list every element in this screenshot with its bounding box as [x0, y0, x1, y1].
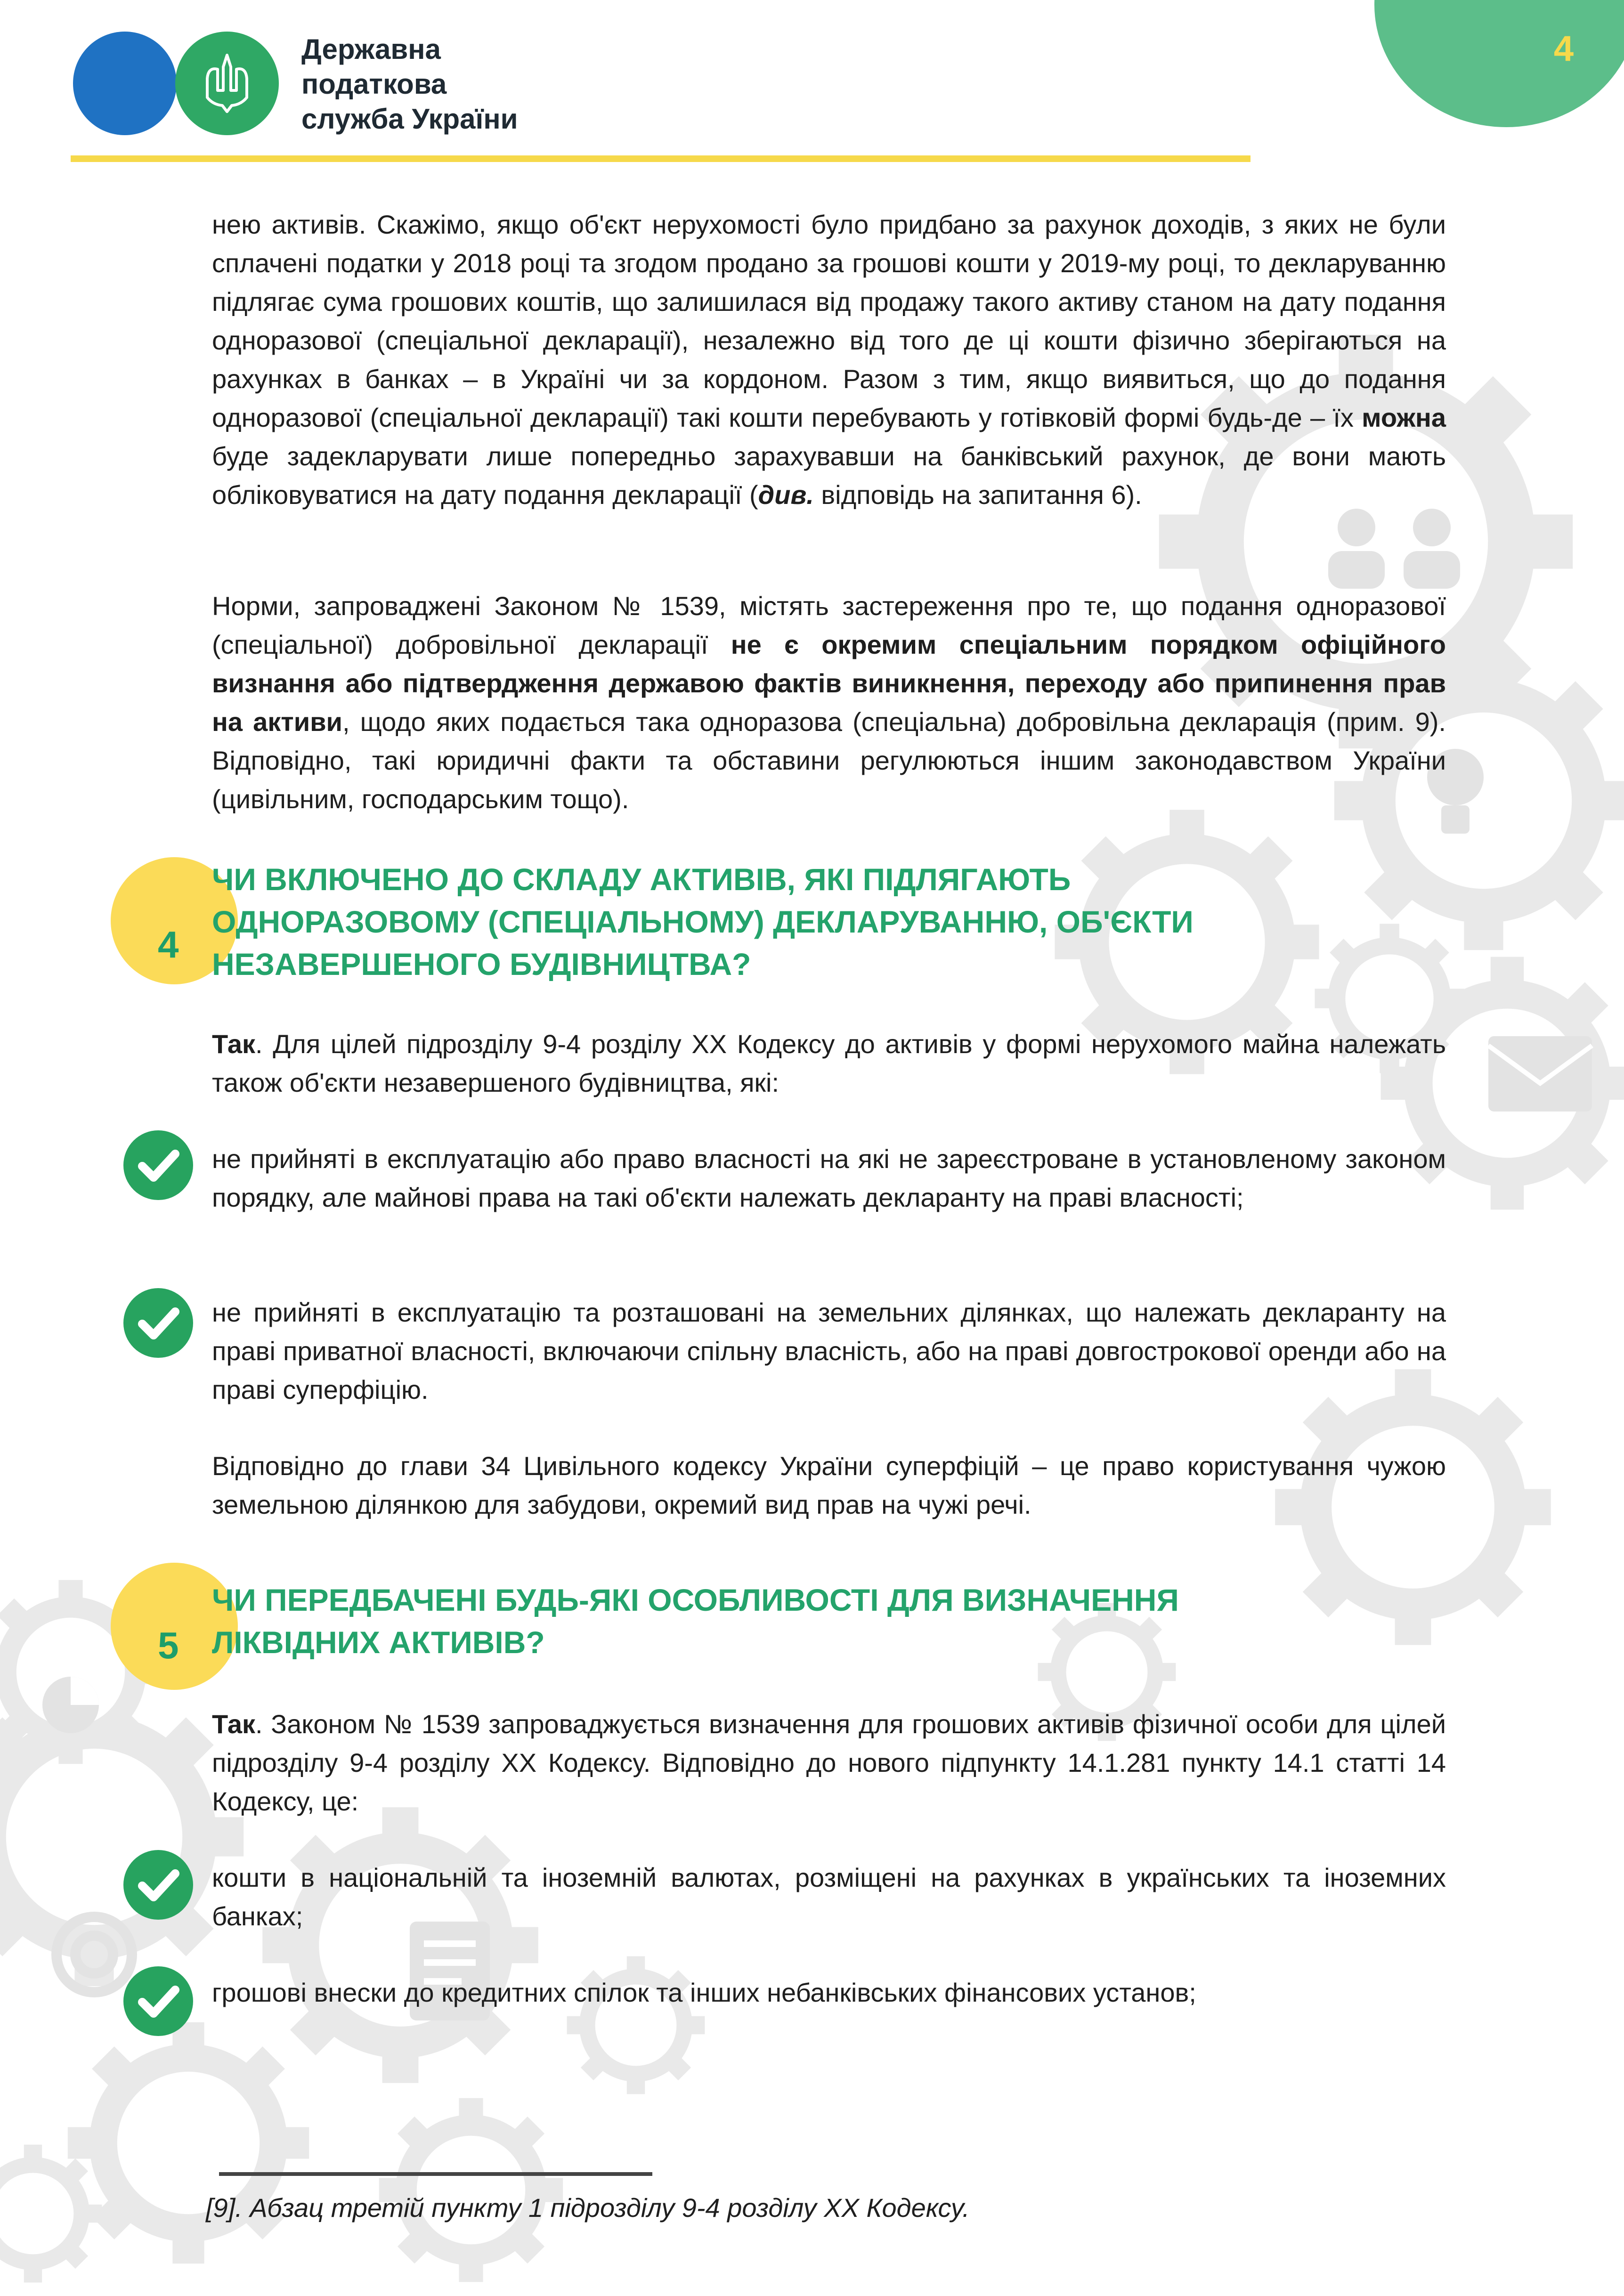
organization-name: [301, 32, 631, 137]
intro-bold-italic-dyv: див.: [758, 480, 814, 510]
question-4-number: 4: [158, 924, 179, 965]
list-item: не прийняті в експлуатацію та розташовані на земельних ділянках, що належать декларанту на праві приватної власності, включаючи спільну власність, або на праві довгострокової оренди або на праві суперфіцію.: [212, 1298, 1446, 1404]
logo-green-circle: [175, 32, 279, 135]
footnote: [9]. Абзац третій пункту 1 підрозділу 9-4 розділу XX Кодексу.: [206, 2193, 970, 2223]
list-item: не прийняті в експлуатацію або право власності на які не зареєстроване в установленому законом порядку, але майнові права на такі об'єкти належать декларанту на праві власності;: [212, 1144, 1446, 1212]
question-5-number: 5: [158, 1624, 179, 1666]
check-icon: [123, 1288, 193, 1358]
envelope-icon: [1488, 1036, 1592, 1111]
list-item: грошові внески до кредитних спілок та інших небанківських фінансових установ;: [212, 1978, 1196, 2007]
superficies-note: Відповідно до глави 34 Цивільного кодексу України суперфіцій – це право користування чужою земельною ділянкою для забудови, окремий вид прав на чужі речі.: [212, 1451, 1446, 1519]
intro-paragraph-1: [212, 205, 1446, 514]
intro-text-b: буде задекларувати лише попередньо зарахувавши на банківський рахунок, де вони мають обліковуватися на дату подання декларації (: [212, 441, 1446, 510]
question-5-title: ЧИ ПЕРЕДБАЧЕНІ БУДЬ-ЯКІ ОСОБЛИВОСТІ ДЛЯ ВИЗНАЧЕННЯ ЛІКВІДНИХ АКТИВІВ?: [212, 1582, 1179, 1660]
check-icon: [123, 1130, 193, 1200]
org-name-line-2: податкова: [301, 68, 447, 100]
norms-text-b: , щодо яких подається така одноразова (спеціальна) добровільна декларація (прим. 9). Відповідно, такі юридичні факти та обставини регулюються іншим законодавством України (цивільним, господарським тощо).: [212, 707, 1446, 814]
check-icon: [123, 1850, 193, 1920]
question-4-title: ЧИ ВКЛЮЧЕНО ДО СКЛАДУ АКТИВІВ, ЯКІ ПІДЛЯГАЮТЬ ОДНОРАЗОВОМУ (СПЕЦІАЛЬНОМУ) ДЕКЛАРУВАННЮ, ОБ'ЄКТИ НЕЗАВЕРШЕНОГО БУДІВНИЦТВА?: [212, 862, 1194, 982]
answer-yes: Так: [212, 1709, 255, 1739]
check-icon: [123, 1966, 193, 2036]
answer-yes: Так: [212, 1029, 255, 1059]
page-number: 4: [1553, 29, 1574, 69]
question-4-answer: Так. Для цілей підрозділу 9-4 розділу XX Кодексу до активів у формі нерухомого майна належать також об'єкти незавершеного будівництва, які:: [212, 1029, 1446, 1097]
list-item: кошти в національній та іноземній валютах, розміщені на рахунках в українських та іноземних банках;: [212, 1863, 1446, 1931]
footnote-divider: [219, 2172, 652, 2176]
intro-paragraph-2: [212, 587, 1446, 819]
intro-text-c: відповідь на запитання 6).: [813, 480, 1142, 510]
norms-text-a: Норми, запроваджені Законом № 1539, містять застереження про те, що подання одноразової (спеціальної) добровільної декларації: [212, 591, 1446, 659]
org-name-line-1: Державна: [301, 33, 441, 65]
org-name-line-3: служба України: [301, 103, 518, 135]
pie-chart-icon: [42, 1677, 99, 1733]
trident-icon: [203, 53, 251, 114]
header-divider: [71, 155, 1250, 162]
logo-blue-circle: [73, 32, 177, 135]
intro-bold-mozhna: можна: [1362, 403, 1446, 432]
norms-bold: не є окремим спеціальним порядком офіційного визнання або підтвердження державою фактів виникнення, переходу або припинення прав на активи: [212, 630, 1446, 737]
intro-text-a: нею активів. Скажімо, якщо об'єкт нерухомості було придбано за рахунок доходів, з яких не були сплачені податки у 2018 році та згодом продано за грошові кошти у 2019-му році, то декларуванню підлягає сума грошових коштів, що залишилася від продажу такого активу станом на дату подання одноразової (спеціальної декларації), незалежно від того де ці кошти фізично зберігаються на рахунках в банках – в Україні чи за кордоном. Разом з тим, якщо виявиться, що до подання одноразової (спеціальної декларації) такі кошти перебувають у готівковій формі будь-де – їх: [212, 210, 1446, 432]
question-5-answer: Так. Законом № 1539 запроваджується визначення для грошових активів фізичної особи для цілей підрозділу 9-4 розділу XX Кодексу. Відповідно до нового підпункту 14.1.281 пункту 14.1 статті 14 Кодексу, це:: [212, 1709, 1446, 1816]
